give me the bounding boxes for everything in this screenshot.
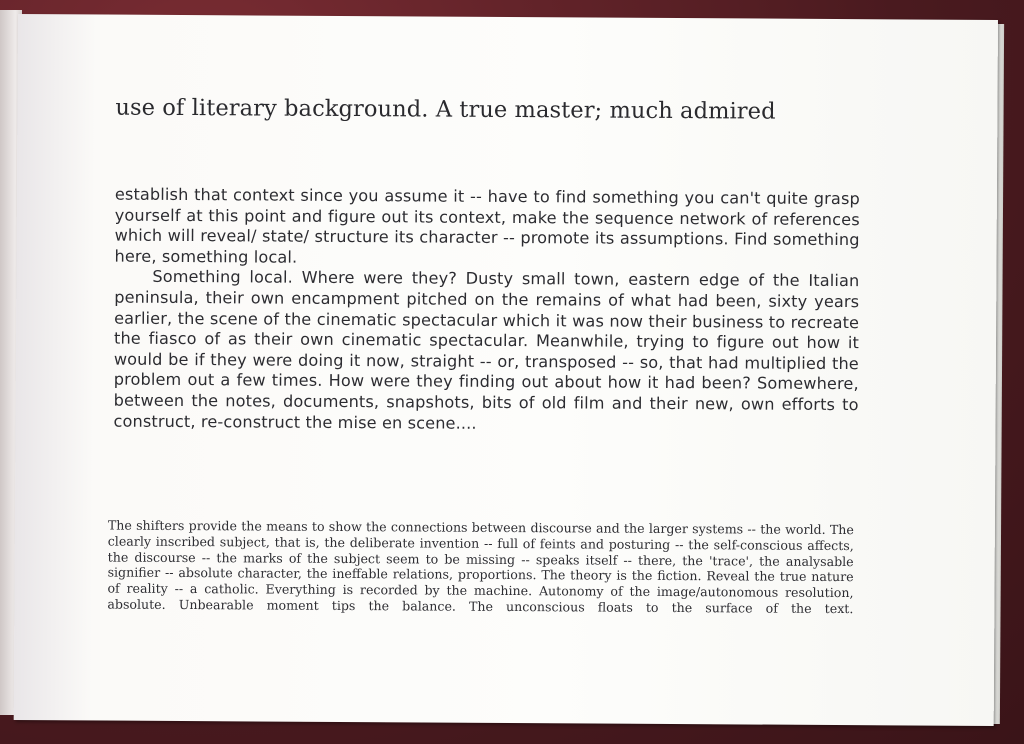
- book-page: [14, 14, 998, 726]
- main-text: [113, 185, 859, 437]
- paragraph-1: establish that context since you assume it -- have to find something you can't quite grasp yourself at this point and figure out its context, make the sequence network of references which will reveal/ state/ structure its character -- promote its assumptions. Find something here, something local.: [114, 184, 860, 267]
- footnote-block: [107, 518, 854, 617]
- page-heading: use of literary background. A true master; much admired: [115, 94, 776, 125]
- paragraph-2: Something local. Where were they? Dusty small town, eastern edge of the Italian peninsula, their own encampment pitched on the remains of what had been, sixty years earlier, the scene of the cinematic spectacular which it was now their business to recreate the fiasco of as their own cinematic spectacular. Meanwhile, trying to figure out how it would be if they were doing it now, straight -- or, transposed -- so, that had multiplied the problem out a few times. How were they finding out about how it had been? Somewhere, between the notes, documents, snapshots, bits of old film and their new, own efforts to construct, re-construct the mise en scene....: [113, 267, 860, 433]
- footnote-text: The shifters provide the means to show the connections between discourse and the larger systems -- the world. The clearly inscribed subject, that is, the deliberate invention -- full of feints and posturing -- the self-conscious affects, the discourse -- the marks of the subject seem to be missing -- speaks itself -- there, the 'trace', the analysable signifier -- absolute character, the ineffable relations, proportions. The theory is the fiction. Reveal the true nature of reality -- a catholic. Everything is recorded by the machine. Autonomy of the image/autonomous resolution, absolute. Unbearable moment tips the balance. The unconscious floats to the surface of the text.: [107, 517, 854, 617]
